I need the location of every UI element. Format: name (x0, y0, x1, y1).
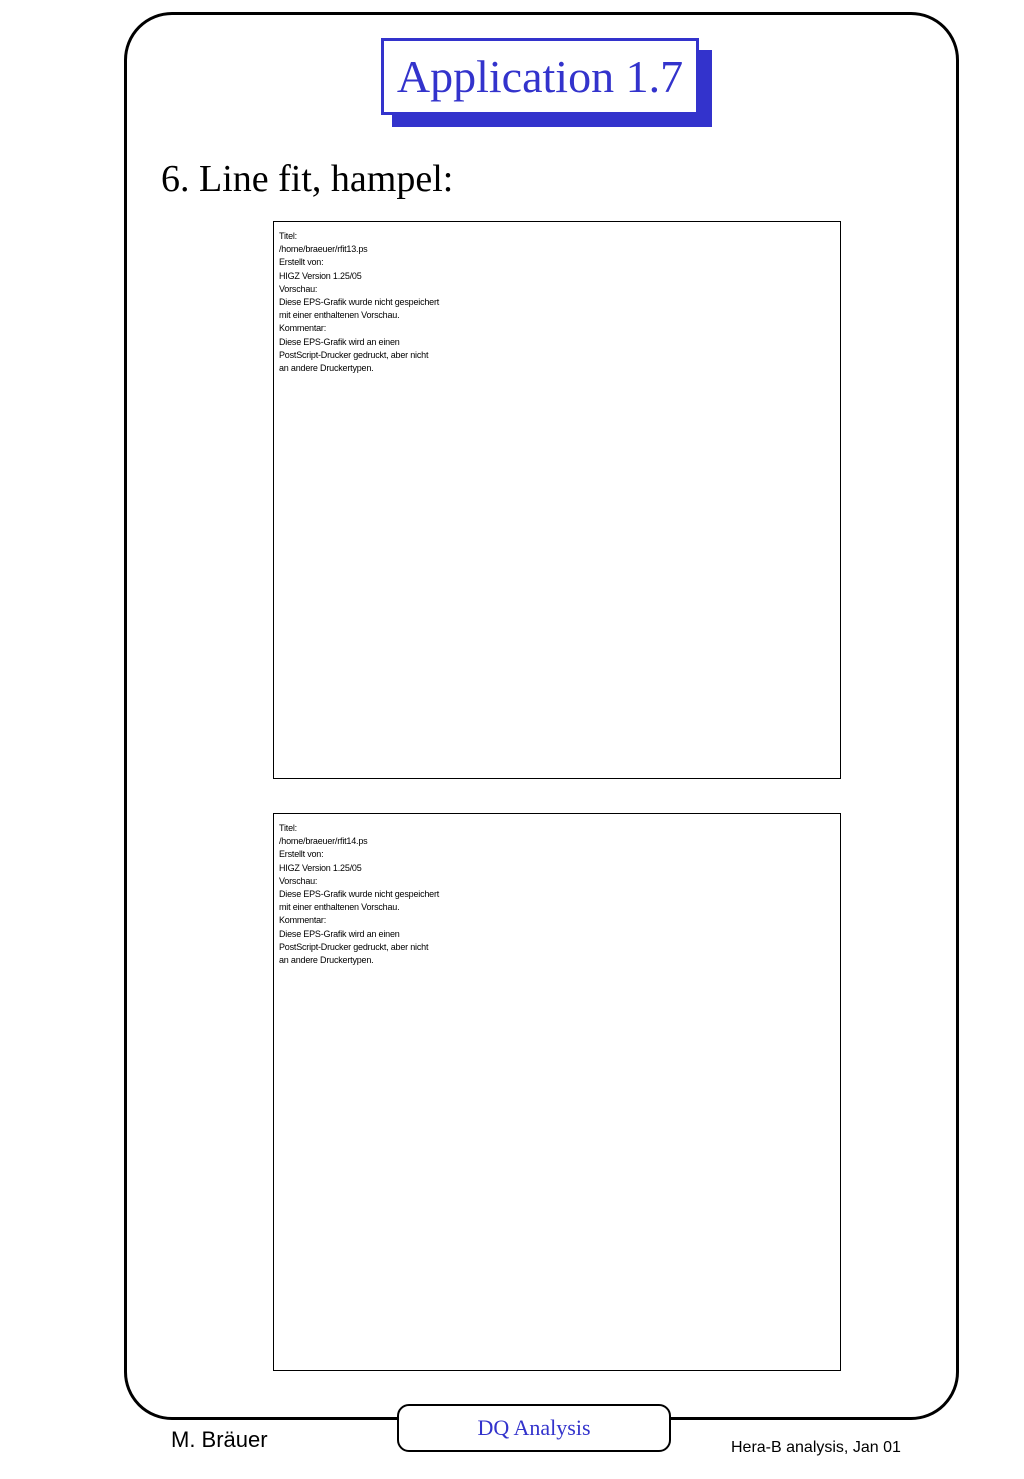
eps-line: Vorschau: (279, 283, 318, 294)
eps-line: Diese EPS-Grafik wurde nicht gespeichert (279, 297, 440, 308)
eps-info-text-1 (279, 230, 439, 375)
eps-line: Titel: (279, 823, 297, 833)
eps-line: PostScript-Drucker gedruckt, aber nicht (279, 349, 429, 360)
eps-placeholder-2 (273, 813, 841, 1371)
eps-line: Kommentar: (279, 323, 327, 334)
eps-line: mit einer enthaltenen Vorschau. (279, 902, 400, 913)
eps-line: an andere Druckertypen. (279, 955, 374, 966)
footer-center-label: DQ Analysis (477, 1415, 591, 1440)
eps-line: mit einer enthaltenen Vorschau. (279, 310, 400, 321)
eps-line: Diese EPS-Grafik wird an einen (279, 928, 400, 939)
eps-line: HIGZ Version 1.25/05 (279, 862, 362, 873)
eps-line: Erstellt von: (279, 257, 324, 268)
footer-author: M. Bräuer (171, 1427, 268, 1452)
eps-line: Diese EPS-Grafik wird an einen (279, 336, 400, 347)
eps-line: PostScript-Drucker gedruckt, aber nicht (279, 941, 429, 952)
eps-line: an andere Druckertypen. (279, 363, 374, 374)
eps-line: Erstellt von: (279, 849, 324, 860)
slide-title: Application 1.7 (396, 50, 684, 102)
footer-tab (397, 1404, 671, 1452)
eps-info-text-2 (279, 822, 439, 967)
eps-line: Vorschau: (279, 875, 318, 886)
eps-line: HIGZ Version 1.25/05 (279, 270, 362, 281)
eps-line: Kommentar: (279, 915, 327, 926)
eps-line: Titel: (279, 231, 297, 241)
eps-line: /home/braeuer/rfit13.ps (279, 244, 368, 255)
eps-line: Diese EPS-Grafik wurde nicht gespeichert (279, 889, 440, 900)
eps-placeholder-1 (273, 221, 841, 779)
title-box (381, 38, 699, 115)
eps-line: /home/braeuer/rfit14.ps (279, 836, 368, 847)
footer-date: Hera-B analysis, Jan 01 (731, 1439, 901, 1456)
section-heading: 6. Line fit, hampel: (161, 158, 454, 200)
